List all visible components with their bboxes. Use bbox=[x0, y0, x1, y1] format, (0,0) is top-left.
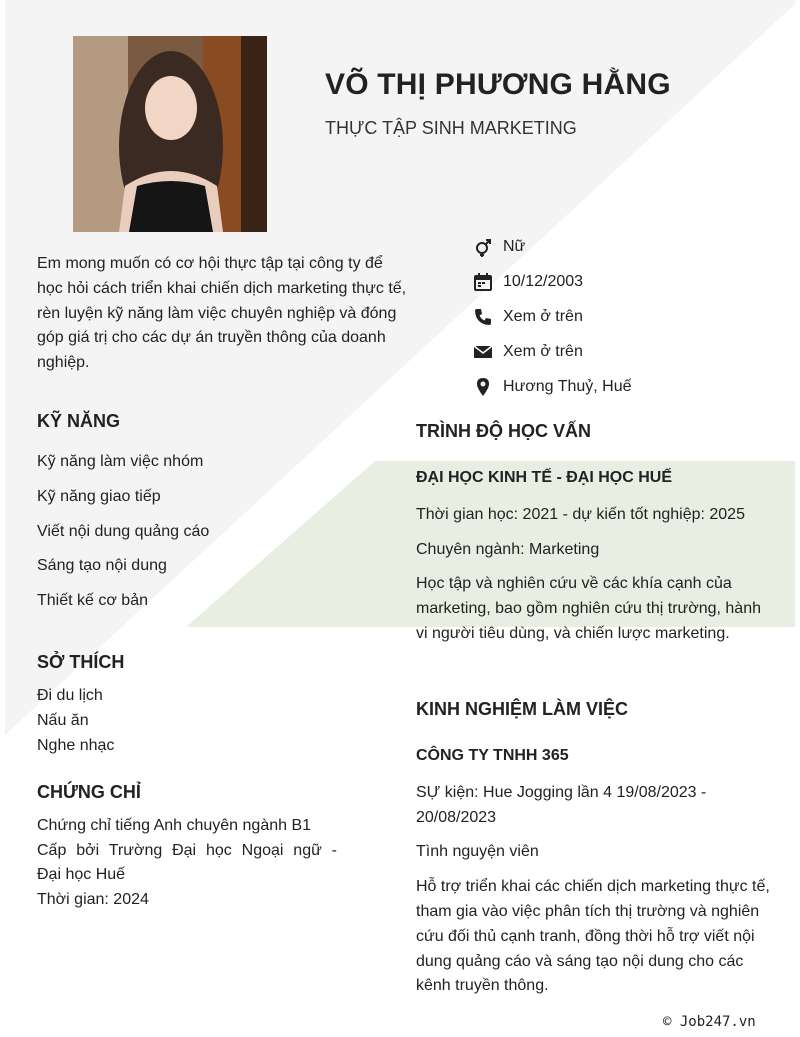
certificate-time: Thời gian: 2024 bbox=[37, 890, 149, 908]
contact-phone: Xem ở trên bbox=[503, 307, 583, 325]
hobbies-list bbox=[37, 684, 114, 758]
candidate-name: VÕ THỊ PHƯƠNG HẰNG bbox=[325, 68, 671, 101]
education-school: ĐẠI HỌC KINH TẾ - ĐẠI HỌC HUẾ bbox=[416, 469, 672, 486]
skills-list bbox=[37, 445, 209, 619]
education-heading: TRÌNH ĐỘ HỌC VẤN bbox=[416, 421, 591, 441]
contact-address: Hương Thuỷ, Huế bbox=[503, 377, 632, 395]
calendar-icon bbox=[472, 271, 494, 293]
contact-birthday: 10/12/2003 bbox=[503, 273, 584, 291]
hobbies-heading: SỞ THÍCH bbox=[37, 652, 125, 672]
hobby-item: Nghe nhạc bbox=[37, 736, 115, 754]
skill-item: Sáng tạo nội dung bbox=[37, 557, 167, 575]
contact-email: Xem ở trên bbox=[503, 342, 583, 360]
contact-item-email bbox=[472, 334, 632, 369]
experience-heading: KINH NGHIỆM LÀM VIỆC bbox=[416, 699, 629, 719]
certificate-entry bbox=[37, 814, 337, 912]
location-pin-icon bbox=[472, 376, 494, 398]
experience-description: Hỗ trợ triển khai các chiến dịch marketing thực tế, tham gia vào việc phân tích thị trường và nghiên cứu đối thủ cạnh tranh, đồng thời hỗ trợ viết nội dung quảng cáo và sáng tạo nội dung cho các kênh truyền thông. bbox=[416, 878, 770, 995]
experience-event: SỰ kiện: Hue Jogging lần 4 19/08/2023 - 20/08/2023 bbox=[416, 783, 707, 826]
contact-item-address bbox=[472, 369, 632, 404]
skill-item: Viết nội dung quảng cáo bbox=[37, 522, 210, 540]
footer-copyright: © Job247.vn bbox=[663, 1014, 756, 1030]
certificates-heading: CHỨNG CHỈ bbox=[37, 782, 141, 802]
education-entry bbox=[416, 466, 776, 647]
education-period: Thời gian học: 2021 - dự kiến tốt nghiệp: 2025 bbox=[416, 505, 745, 523]
skill-item: Thiết kế cơ bản bbox=[37, 592, 148, 610]
candidate-role: THỰC TẬP SINH MARKETING bbox=[325, 118, 577, 138]
gender-icon bbox=[472, 236, 494, 258]
certificate-title: Chứng chỉ tiếng Anh chuyên ngành B1 bbox=[37, 817, 312, 834]
skill-item: Kỹ năng giao tiếp bbox=[37, 487, 161, 505]
hobby-item: Nấu ăn bbox=[37, 711, 89, 729]
experience-company: CÔNG TY TNHH 365 bbox=[416, 747, 569, 764]
contact-gender: Nữ bbox=[503, 238, 526, 256]
phone-icon bbox=[472, 306, 494, 328]
contact-item-gender bbox=[472, 230, 632, 265]
contact-item-phone bbox=[472, 300, 632, 335]
hobby-item: Đi du lịch bbox=[37, 687, 103, 704]
certificate-issuer-line2: Đại học Huế bbox=[37, 866, 126, 884]
education-description: Học tập và nghiên cứu về các khía cạnh của marketing, bao gồm nghiên cứu thị trường, hành vi người tiêu dùng, và chiến lược marketing. bbox=[416, 575, 761, 642]
contact-info-list bbox=[472, 230, 632, 404]
mail-icon bbox=[472, 341, 494, 363]
profile-photo bbox=[73, 36, 267, 232]
experience-entry bbox=[416, 744, 776, 999]
contact-item-birthday bbox=[472, 265, 632, 300]
career-objective: Em mong muốn có cơ hội thực tập tại công ty để học hỏi cách triển khai chiến dịch marketing thực tế, rèn luyện kỹ năng làm việc chuyên nghiệp và đóng góp giá trị cho các dự án truyền thông của doanh nghiệp. bbox=[37, 255, 407, 372]
certificate-issuer-line1: Cấp bởi Trường Đại học Ngoại ngữ - bbox=[37, 841, 337, 859]
experience-position: Tình nguyện viên bbox=[416, 843, 539, 861]
skills-heading: KỸ NĂNG bbox=[37, 411, 121, 431]
education-major: Chuyên ngành: Marketing bbox=[416, 540, 600, 558]
skill-item: Kỹ năng làm việc nhóm bbox=[37, 453, 204, 470]
